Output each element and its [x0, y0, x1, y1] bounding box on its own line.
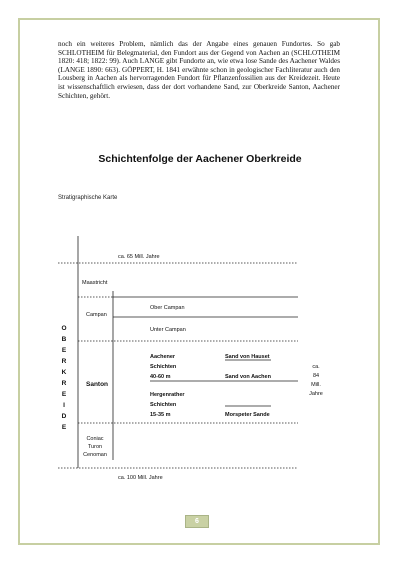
santon-age-line4: Jahre: [309, 391, 323, 397]
bottom-age-label: ca. 100 Mill. Jahre: [118, 475, 163, 481]
oberkreide-letter: K: [61, 369, 67, 376]
oberkreide-letter: I: [63, 402, 65, 409]
stage-campan: Campan: [86, 312, 107, 318]
sand-morspeter: Morspeter Sande: [225, 412, 270, 418]
oberkreide-letter: O: [61, 325, 67, 332]
aachener-line1: Aachener: [150, 354, 176, 360]
stage-santon: Santon: [86, 381, 109, 388]
oberkreide-letter: E: [61, 391, 67, 398]
stage-cenoman: Cenoman: [83, 452, 107, 458]
oberkreide-letter: E: [61, 424, 67, 431]
body-paragraph: noch ein weiteres Problem, nämlich das der Angabe eines genauen Fundortes. So gab SCHLOTHEIM für Belegmaterial, den Fundort aus der Gegend von Aachen an (SCHLOTHEIM 1820: 418; 1822: 99). Auch LANGE gibt Fundorte an, wie etwa lose Sande des Aachener Waldes (LANGE 1890: 663). GÖPPERT, H. 1841 erwähnte schon in geologischer Fachliteratur auch den Lousberg in Aachen als hervorragenden Fundort für Pflanzenfossilien aus der Kreidezeit. Heute ist wissenschaftlich erwiesen, dass der dort vorhandene Sand, zur Oberkreide Santon, Aachener Schichten, gehört.: [58, 40, 340, 100]
ober-campan-label: Ober Campan: [150, 305, 185, 311]
hergenrather-line2: Schichten: [150, 402, 177, 408]
oberkreide-letter: E: [61, 347, 67, 354]
oberkreide-letter: D: [61, 413, 67, 420]
page-number: 6: [185, 515, 209, 528]
aachener-thickness: 40-60 m: [150, 374, 171, 380]
santon-age-line1: ca.: [312, 364, 320, 370]
stage-maastricht: Maastricht: [82, 280, 108, 286]
oberkreide-vertical-label: [61, 325, 66, 431]
unter-campan-label: Unter Campan: [150, 327, 186, 333]
oberkreide-letter: R: [61, 380, 67, 387]
figure-title: Schichtenfolge der Aachener Oberkreide: [98, 153, 302, 165]
sand-aachen: Sand von Aachen: [225, 374, 271, 380]
hergenrather-line1: Hergenrather: [150, 392, 185, 398]
aachener-line2: Schichten: [150, 364, 177, 370]
hergenrather-thickness: 15-35 m: [150, 412, 171, 418]
stage-coniac: Coniac: [86, 436, 104, 442]
top-age-label: ca. 65 Mill. Jahre: [118, 254, 160, 260]
oberkreide-letter: B: [61, 336, 67, 343]
santon-age-line3: Mill.: [311, 382, 321, 388]
sand-hauset: Sand von Hauset: [225, 354, 270, 360]
stage-turon: Turon: [87, 444, 103, 450]
map-label: Stratigraphische Karte: [58, 195, 118, 201]
oberkreide-letter: R: [61, 358, 67, 365]
santon-age-line2: 84: [312, 373, 320, 379]
